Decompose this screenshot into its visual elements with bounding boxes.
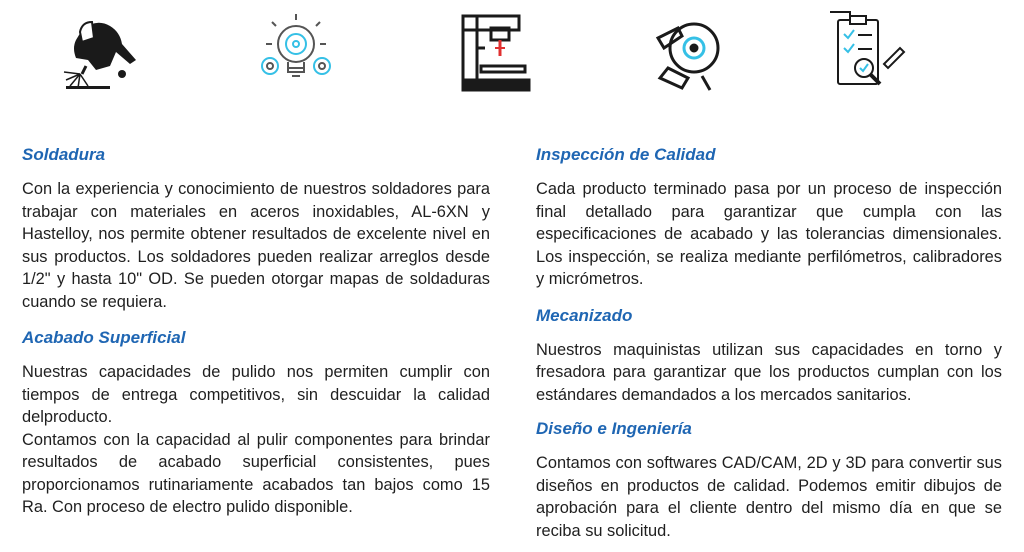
heading-soldadura: Soldadura — [22, 145, 106, 164]
paragraph-soldadura: Con la experiencia y conocimiento de nuestros soldadores para trabajar con materiales en aceros inoxidables, AL-6XN y Hastelloy, nos permite obtener resultados de excelente nivel en sus productos. Los soldadores pueden realizar arreglos desde 1/2" y hasta 10" OD. Se pueden otorgar mapas de soldaduras cuando se requiera. — [22, 180, 490, 311]
milling-machine-icon — [455, 8, 545, 98]
section-mecanizado — [536, 305, 1002, 407]
heading-diseno: Diseño e Ingeniería — [536, 419, 692, 438]
section-inspeccion — [536, 144, 1002, 291]
heading-mecanizado: Mecanizado — [536, 305, 633, 325]
angle-grinder-icon — [648, 8, 738, 98]
heading-acabado: Acabado Superficial — [22, 328, 186, 347]
paragraph-diseno: Contamos con softwares CAD/CAM, 2D y 3D para convertir sus diseños en productos de calidad. Podemos emitir dibujos de aprobación para el cliente dentro del mismo día en que se reciba su solicitud. — [536, 454, 1002, 540]
section-acabado — [22, 327, 490, 519]
section-soldadura — [22, 144, 490, 313]
icon-row — [0, 8, 1024, 98]
paragraph-acabado-2: Contamos con la capacidad al pulir componentes para brindar resultados de acabado superficial consistentes, pues proporcionamos rutinariamente acabados tan bajos como 15 Ra. Con proceso de electro pulido disponible. — [22, 430, 490, 516]
quality-checklist-icon — [820, 8, 910, 98]
paragraph-inspeccion: Cada producto terminado pasa por un proceso de inspección final detallado para garantizar que cumpla con las especificaciones de acabado y las tolerancias dimensionales. Los inspección, se realiza mediante perfilómetros, calibradores y micrómetros. — [536, 180, 1002, 288]
gear-lightbulb-icon — [250, 8, 340, 98]
section-diseno — [536, 418, 1002, 542]
paragraph-acabado-1: Nuestras capacidades de pulido nos permiten cumplir con tiempos de entrega competitivos, sin descuidar la calidad delproducto. — [22, 363, 490, 426]
heading-inspeccion: Inspección de Calidad — [536, 145, 716, 164]
paragraph-mecanizado: Nuestros maquinistas utilizan sus capacidades en torno y fresadora para garantizar que los productos cumplan con los estándares demandados a los mercados sanitarios. — [536, 340, 1002, 404]
right-column — [536, 144, 1002, 552]
left-column — [22, 144, 490, 529]
welder-icon — [52, 8, 142, 98]
